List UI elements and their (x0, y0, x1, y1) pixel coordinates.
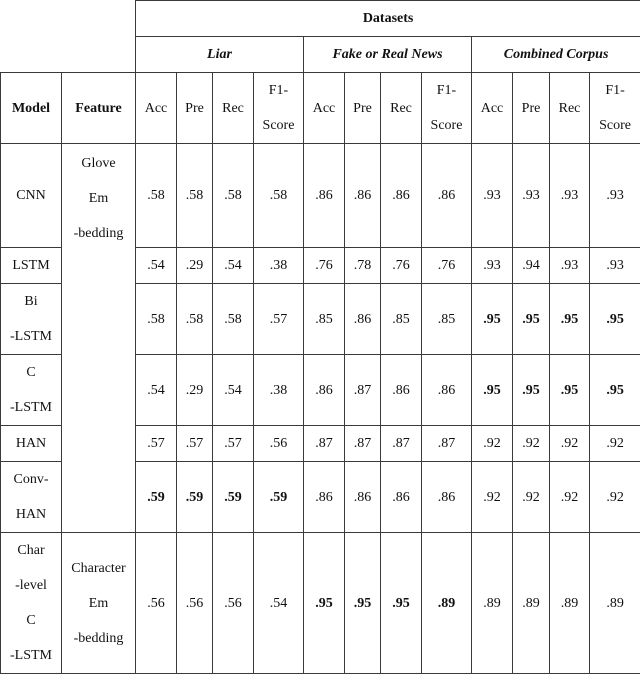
cell-line: HAN (1, 497, 61, 532)
value-cell: .38 (254, 248, 304, 284)
value-cell: .87 (422, 426, 472, 462)
cell-line: -bedding (62, 216, 135, 251)
value-cell: .89 (590, 533, 640, 674)
table-row (1, 533, 640, 674)
value-cell: .86 (422, 462, 472, 533)
value-cell: .76 (422, 248, 472, 284)
metric-header: Rec (381, 73, 422, 144)
value-cell: .86 (304, 355, 345, 426)
value-cell: .95 (590, 284, 640, 355)
metric-header: Pre (513, 73, 550, 144)
value-cell: .89 (513, 533, 550, 674)
model-cell (1, 462, 62, 533)
header-row-datasets (1, 1, 640, 37)
dataset-group-header: Fake or Real News (304, 37, 472, 73)
cell-line: F1- (422, 73, 471, 108)
value-cell: .56 (136, 533, 177, 674)
value-cell: .85 (422, 284, 472, 355)
value-cell: .54 (136, 355, 177, 426)
metric-header (422, 73, 472, 144)
cell-line: -LSTM (1, 638, 61, 673)
cell-line: -LSTM (1, 319, 61, 354)
value-cell: .95 (472, 355, 513, 426)
value-cell: .93 (550, 144, 590, 248)
value-cell: .86 (381, 355, 422, 426)
cell-line: Character (62, 551, 135, 586)
blank-corner (1, 1, 136, 73)
value-cell: .92 (513, 462, 550, 533)
cell-line: -LSTM (1, 390, 61, 425)
value-cell: .92 (472, 462, 513, 533)
value-cell: .95 (550, 284, 590, 355)
value-cell: .94 (513, 248, 550, 284)
value-cell: .93 (590, 248, 640, 284)
value-cell: .95 (345, 533, 381, 674)
value-cell: .58 (136, 144, 177, 248)
feature-cell (62, 533, 136, 674)
value-cell: .85 (381, 284, 422, 355)
model-cell: LSTM (1, 248, 62, 284)
value-cell: .56 (213, 533, 254, 674)
value-cell: .59 (213, 462, 254, 533)
value-cell: .92 (550, 426, 590, 462)
value-cell: .86 (304, 462, 345, 533)
value-cell: .86 (304, 144, 345, 248)
cell-line: -bedding (62, 621, 135, 656)
value-cell: .38 (254, 355, 304, 426)
table-row (1, 144, 640, 248)
value-cell: .76 (381, 248, 422, 284)
value-cell: .57 (254, 284, 304, 355)
metric-header (254, 73, 304, 144)
value-cell: .58 (136, 284, 177, 355)
value-cell: .93 (550, 248, 590, 284)
value-cell: .93 (472, 248, 513, 284)
feature-column-header: Feature (62, 73, 136, 144)
value-cell: .95 (472, 284, 513, 355)
value-cell: .92 (590, 426, 640, 462)
cell-line: Score (590, 108, 640, 143)
value-cell: .87 (304, 426, 345, 462)
value-cell: .89 (422, 533, 472, 674)
cell-line: Char (1, 533, 61, 568)
cell-line: Em (62, 586, 135, 621)
model-cell (1, 284, 62, 355)
cell-line: Bi (1, 284, 61, 319)
value-cell: .89 (550, 533, 590, 674)
value-cell: .92 (472, 426, 513, 462)
metric-header (590, 73, 640, 144)
metric-header: Acc (136, 73, 177, 144)
value-cell: .54 (213, 355, 254, 426)
model-cell (1, 355, 62, 426)
value-cell: .85 (304, 284, 345, 355)
feature-cell (62, 144, 136, 533)
value-cell: .54 (213, 248, 254, 284)
value-cell: .57 (136, 426, 177, 462)
metric-header: Pre (345, 73, 381, 144)
model-cell: HAN (1, 426, 62, 462)
value-cell: .87 (381, 426, 422, 462)
cell-line: Glove (62, 146, 135, 181)
value-cell: .57 (177, 426, 213, 462)
metric-header: Pre (177, 73, 213, 144)
value-cell: .93 (590, 144, 640, 248)
value-cell: .54 (136, 248, 177, 284)
value-cell: .86 (345, 144, 381, 248)
model-cell (1, 533, 62, 674)
cell-line: C (1, 355, 61, 390)
value-cell: .86 (422, 355, 472, 426)
value-cell: .58 (213, 144, 254, 248)
value-cell: .56 (177, 533, 213, 674)
metric-header: Acc (472, 73, 513, 144)
value-cell: .86 (422, 144, 472, 248)
value-cell: .93 (472, 144, 513, 248)
value-cell: .95 (513, 284, 550, 355)
value-cell: .92 (550, 462, 590, 533)
value-cell: .87 (345, 355, 381, 426)
value-cell: .86 (345, 284, 381, 355)
cell-line: F1- (254, 73, 303, 108)
value-cell: .29 (177, 355, 213, 426)
value-cell: .86 (381, 144, 422, 248)
cell-line: -level (1, 568, 61, 603)
model-cell: CNN (1, 144, 62, 248)
cell-line: Conv- (1, 462, 61, 497)
cell-line: F1- (590, 73, 640, 108)
value-cell: .93 (513, 144, 550, 248)
value-cell: .92 (513, 426, 550, 462)
value-cell: .59 (177, 462, 213, 533)
value-cell: .59 (136, 462, 177, 533)
value-cell: .58 (254, 144, 304, 248)
value-cell: .95 (590, 355, 640, 426)
value-cell: .59 (254, 462, 304, 533)
value-cell: .92 (590, 462, 640, 533)
cell-line: Score (254, 108, 303, 143)
metric-header: Rec (550, 73, 590, 144)
dataset-group-header: Liar (136, 37, 304, 73)
metric-header: Acc (304, 73, 345, 144)
value-cell: .78 (345, 248, 381, 284)
datasets-header: Datasets (136, 1, 640, 37)
value-cell: .29 (177, 248, 213, 284)
value-cell: .86 (345, 462, 381, 533)
value-cell: .95 (550, 355, 590, 426)
model-column-header: Model (1, 73, 62, 144)
value-cell: .58 (213, 284, 254, 355)
value-cell: .56 (254, 426, 304, 462)
dataset-group-header: Combined Corpus (472, 37, 640, 73)
value-cell: .87 (345, 426, 381, 462)
value-cell: .86 (381, 462, 422, 533)
header-row-metrics (1, 73, 640, 144)
value-cell: .89 (472, 533, 513, 674)
cell-line: Em (62, 181, 135, 216)
value-cell: .58 (177, 284, 213, 355)
value-cell: .95 (381, 533, 422, 674)
value-cell: .95 (513, 355, 550, 426)
cell-line: C (1, 603, 61, 638)
value-cell: .54 (254, 533, 304, 674)
metric-header: Rec (213, 73, 254, 144)
value-cell: .76 (304, 248, 345, 284)
cell-line: Score (422, 108, 471, 143)
value-cell: .58 (177, 144, 213, 248)
value-cell: .95 (304, 533, 345, 674)
value-cell: .57 (213, 426, 254, 462)
